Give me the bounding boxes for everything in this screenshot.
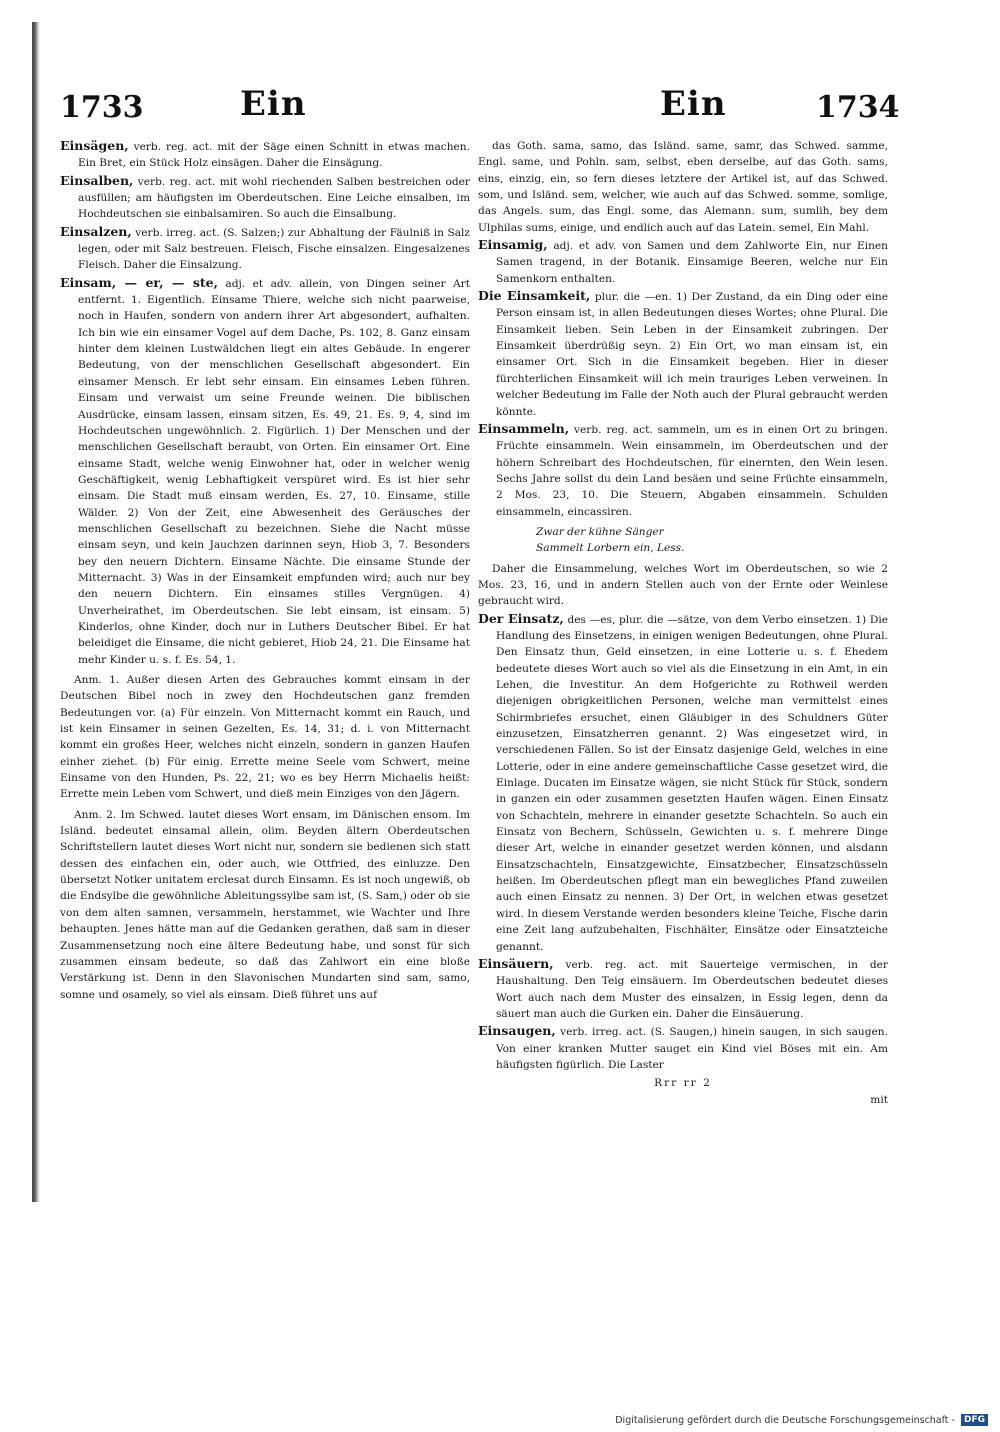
entry-lemma: Einsalben, [60, 172, 134, 188]
entry-lemma: Einsalzen, [60, 223, 132, 239]
catchword: mit [870, 1093, 888, 1106]
entry-lemma: Der Einsatz, [478, 610, 564, 626]
left-running-head: Ein [240, 84, 307, 124]
entry-lemma: Einsägen, [60, 138, 129, 153]
entry-lemma: Einsaugen, [478, 1023, 556, 1039]
left-column [60, 138, 470, 1004]
dfg-logo: DFG [961, 1414, 988, 1426]
entry-lemma: Einsam, — er, — ste, [60, 274, 218, 290]
left-page-number: 1733 [60, 90, 144, 125]
dictionary-entry [60, 275, 470, 668]
annotation-note: Anm. 2. Im Schwed. lautet dieses Wort ensam, im Dänischen ensom. Im Isländ. bedeutet einsamal allein, olim. Beyden ältern Oberdeutschen Schriftstellern lautet dieses Wort nicht nur, sondern sie bedienen sich statt dessen des einfachen ein, oder auch, wie Ottfried, des einluzze. Den übersetzt Notker unitatem erclesat durch Einsamn. Es ist noch ungewiß, ob die Endsylbe die gewöhnliche Ableitungssylbe sam ist, (S. Sam,) oder ob sie von dem alten samnen, versammeln, herstammet, wie Wachter und Ihre behaupten. Jenes hätte man auf die Gedanken gerathen, daß sam in dieser Zusammensetzung noch eine ältere Bedeutung habe, und sonst für sich zusammen einsam bedeute, so daß das Zahlwort ein eine bloße Verstärkung ist. Denn in den Slavonischen Mundarten sind sam, samo, somne und osamely, so viel als einsam. Dieß führet uns auf [60, 808, 470, 1001]
entry-text: verb. irreg. act. (S. Saugen,) hinein saugen, in sich saugen. Von einer kranken Mutter sauget ein Kind viel Böses mit ein. Am häufigsten figürlich. Die Laster [496, 1026, 888, 1071]
entry-text: verb. reg. act. mit Sauerteige vermischen, in der Haushaltung. Den Teig einsäuern. Im Oberdeutschen bedeutet dieses Wort auch nach dem Muster des einsalzen, in Essig legen, denn da säuert man auch die Gurken ein. Daher die Einsäuerung. [496, 958, 888, 1020]
entry-text: verb. reg. act. mit wohl riechenden Salben bestreichen oder ausfüllen; am häufigsten im Oberdeutschen. Eine Leiche einsalben, im Hochdeutschen sie einbalsamiren. So auch die Einsalbung. [78, 175, 470, 221]
dictionary-entry [478, 288, 888, 420]
dictionary-entry [478, 421, 888, 520]
verse-line: Zwar der kühne Sänger [536, 525, 664, 538]
entry-text: verb. irreg. act. (S. Salzen;) zur Abhaltung der Fäulniß in Salz legen, oder mit Salz bestreuen. Fleisch, Fische einsalzen. Eingesalzenes Fleisch. Daher die Einsalzung. [78, 226, 470, 272]
annotation-note: Anm. 1. Außer diesen Arten des Gebrauches kommt einsam in der Deutschen Bibel noch in zwey den Hochdeutschen ganz fremden Bedeutungen vor. (a) Für einzeln. Von Mitternacht kommt ein Rauch, und ist kein Einsamer in seinen Gezelten, Es. 14, 31; d. i. von Mitternacht kommt ein großes Heer, welches nicht einzeln, sondern in ganzen Haufen einher ziehet. (b) Für einig. Errette meine Seele vom Schwert, meine Einsame von den Hunden, Ps. 22, 21; wo es bey Herrn Michaelis heißt: Errette mein Leben vom Schwert, und dieß mein Einziges von den Jägern. [60, 674, 470, 801]
continued-text: das Goth. sama, samo, das Isländ. same, samr, das Schwed. samme, Engl. same, und Pohln. sam, selbst, eben derselbe, auf das Goth. sams, eins, einzig, ein, so fern dieses letztere der Artikel ist, auf das Schwed. som, und Isländ. sem, welcher, wie auch auf das Schwed. somme, somlige, das Angels. sum, das Engl. some, das Alemann. sum, sumlih, bey dem Ulphilas sums, einige, und endlich auch auf das Latein. semel, Ein Mahl. [478, 140, 888, 234]
right-column [478, 138, 888, 1108]
right-page-number: 1734 [816, 90, 900, 125]
entry-text: plur. die —en. 1) Der Zustand, da ein Ding oder eine Person einsam ist, in allen Bedeutungen dieses Wortes; ohne Plural. Die Einsamkeit lieben. Sein Leben in der Einsamkeit zubringen. Der Einsamkeit überdrüßig seyn. 2) Ein Ort, wo man einsam ist, ein einsamer Ort. Sich in die Einsamkeit begeben. Hier in dieser fürchterlichen Einsamkeit will ich mein trauriges Leben verweinen. In welcher Bedeutung im Falle der Noth auch der Plural gebraucht werden könnte. [496, 291, 888, 418]
right-running-head: Ein [660, 84, 727, 124]
page-edge-shadow [32, 22, 40, 1202]
dictionary-entry [478, 611, 888, 955]
dictionary-entry [478, 237, 888, 287]
entry-lemma: Einsamig, [478, 237, 548, 253]
dictionary-entry [60, 224, 470, 274]
page-header [60, 80, 900, 130]
digitization-footer [615, 1412, 988, 1428]
entry-text: des —es, plur. die —sätze, von dem Verbo einsetzen. 1) Die Handlung des Einsetzens, in einigen wenigen Bedeutungen, ohne Plural. Den Einsatz thun, Geld einsetzen, in eine Lotterie u. s. f. Ehedem bedeutete dieses Wort auch so viel als die Einsetzung in ein Amt, in ein Lehen, die Investitur. An dem Hofgerichte zu Rothweil werden diejenigen obrigkeitlichen Personen, welche man vermittelst eines Schirmbriefes ersuchet, einen Gläubiger in des Schuldners Güter einzusetzen, Einsatzherren genannt. 2) Was eingesetzet wird, in verschiedenen Fällen. So ist der Einsatz dasjenige Geld, welches in eine Lotterie, oder in eine andere gemeinschaftliche Casse gesetzet wird, die Einlage. Ducaten im Einsatze wägen, sie nicht Stück für Stück, sondern in ganzen ein oder zusammen gesetzten Haufen wägen. Einen Einsatz von Schachteln, mehrere in einander gesetzte Schachteln. So auch ein Einsatz von Bechern, Schüsseln, Gewichten u. s. f. mehrere Dinge dieser Art, welche in einander gesetzet werden können, und alsdann Einsatzschachteln, Einsatzgewichte, Einsatzbecher, Einsatzschüsseln heißen. Im Oberdeutschen pflegt man ein bewegliches Pfand zuweilen auch einen Einsatz zu nennen. 3) Der Ort, in welchen etwas gesetzet wird. In diesem Verstande werden besonders kleine Teiche, Fische darin eine Zeit lang aufzubehalten, Fischhälter, Einsätze oder Einsatzteiche genannt. [496, 613, 888, 953]
printer-signature: Rrr rr 2 [654, 1077, 712, 1090]
verse-line: Sammelt Lorbern ein, Less. [536, 542, 685, 555]
dictionary-entry [60, 138, 470, 172]
entry-text: adj. et adv. allein, von Dingen seiner Art entfernt. 1. Eigentlich. Einsame Thiere, welche sich nicht paarweise, noch in Haufen, sondern von andern ihrer Art abgesondert, aufhalten. Ich bin wie ein einsamer Vogel auf dem Dache, Ps. 102, 8. Ganz einsam hinter dem kleinen Lustwäldchen liegt ein altes Gebäude. In engerer Bedeutung, von der menschlichen Gesellschaft abgesondert. Ein einsamer Mensch. Er lebt sehr einsam. Ein einsames Leben führen. Einsam und verwaist um seine Freunde weinen. Die biblischen Ausdrücke, einsam lassen, einsam sitzen, Es. 49, 21. Es. 9, 4, sind im Hochdeutschen ungewöhnlich. 2. Figürlich. 1) Der Menschen und der menschlichen Gesellschaft beraubt, von Orten. Ein einsamer Ort. Eine einsame Stadt, welche wenig Einwohner hat, oder in welcher wenig Geschäftigkeit, wenig Lebhaftigkeit verspüret wird. Es ist hier sehr einsam. Die Stadt muß einsam werden, Es. 27, 10. Einsame, stille Wälder. 2) Von der Zeit, eine Abwesenheit des Geräusches der menschlichen Gesellschaft zu bezeichnen. Siehe die Nacht müsse einsam seyn, und kein Jauchzen darinnen seyn, Hiob 3, 7. Besonders bey den neuern Dichtern. Einsame Nächte. Die einsame Stunde der Mitternacht. 3) Was in der Einsamkeit empfunden wird; auch nur bey den neuern Dichtern. Ein einsames stilles Vergnügen. 4) Unverheirathet, im Oberdeutschen. Sie lebt einsam, ist einsam. 5) Kinderlos, ohne Kinder, doch nur in Luthers Deutscher Bibel. Er hat beleidiget die Einsame, die nicht gebieret, Hiob 24, 21. Die Einsame hat mehr Kinder u. s. f. Es. 54, 1. [78, 277, 470, 666]
dictionary-entry [478, 956, 888, 1022]
entry-text: verb. reg. act. sammeln, um es in einen Ort zu bringen. Früchte einsammeln. Wein einsammeln, im Oberdeutschen und der höhern Schreibart des Hochdeutschen, für einernten, den Wein lesen. Sechs Jahre sollst du dein Land besäen und seine Früchte einsammeln, 2 Mos. 23, 10. Die Steuern, Abgaben einsammeln. Schulden einsammeln, eincassiren. [496, 423, 888, 518]
entry-text: verb. reg. act. mit der Säge einen Schnitt in etwas machen. Ein Bret, ein Stück Holz einsägen. Daher die Einsägung. [78, 141, 470, 170]
entry-continuation: Daher die Einsammelung, welches Wort im Oberdeutschen, so wie 2 Mos. 23, 16, und in andern Stellen auch von der Ernte oder Weinlese gebraucht wird. [478, 562, 888, 608]
entry-lemma: Einsäuern, [478, 955, 554, 971]
footer-credit-text: Digitalisierung gefördert durch die Deutsche Forschungsgemeinschaft - [615, 1414, 955, 1426]
entry-lemma: Die Einsamkeit, [478, 288, 591, 304]
entry-lemma: Einsammeln, [478, 420, 570, 436]
entry-text: adj. et adv. von Samen und dem Zahlworte Ein, nur Einen Samen tragend, in der Botanik. Einsamige Beeren, welche nur Ein Samenkorn enthalten. [496, 240, 888, 285]
dictionary-entry [60, 173, 470, 223]
verse-quotation [478, 524, 888, 557]
dictionary-entry [478, 1023, 888, 1073]
